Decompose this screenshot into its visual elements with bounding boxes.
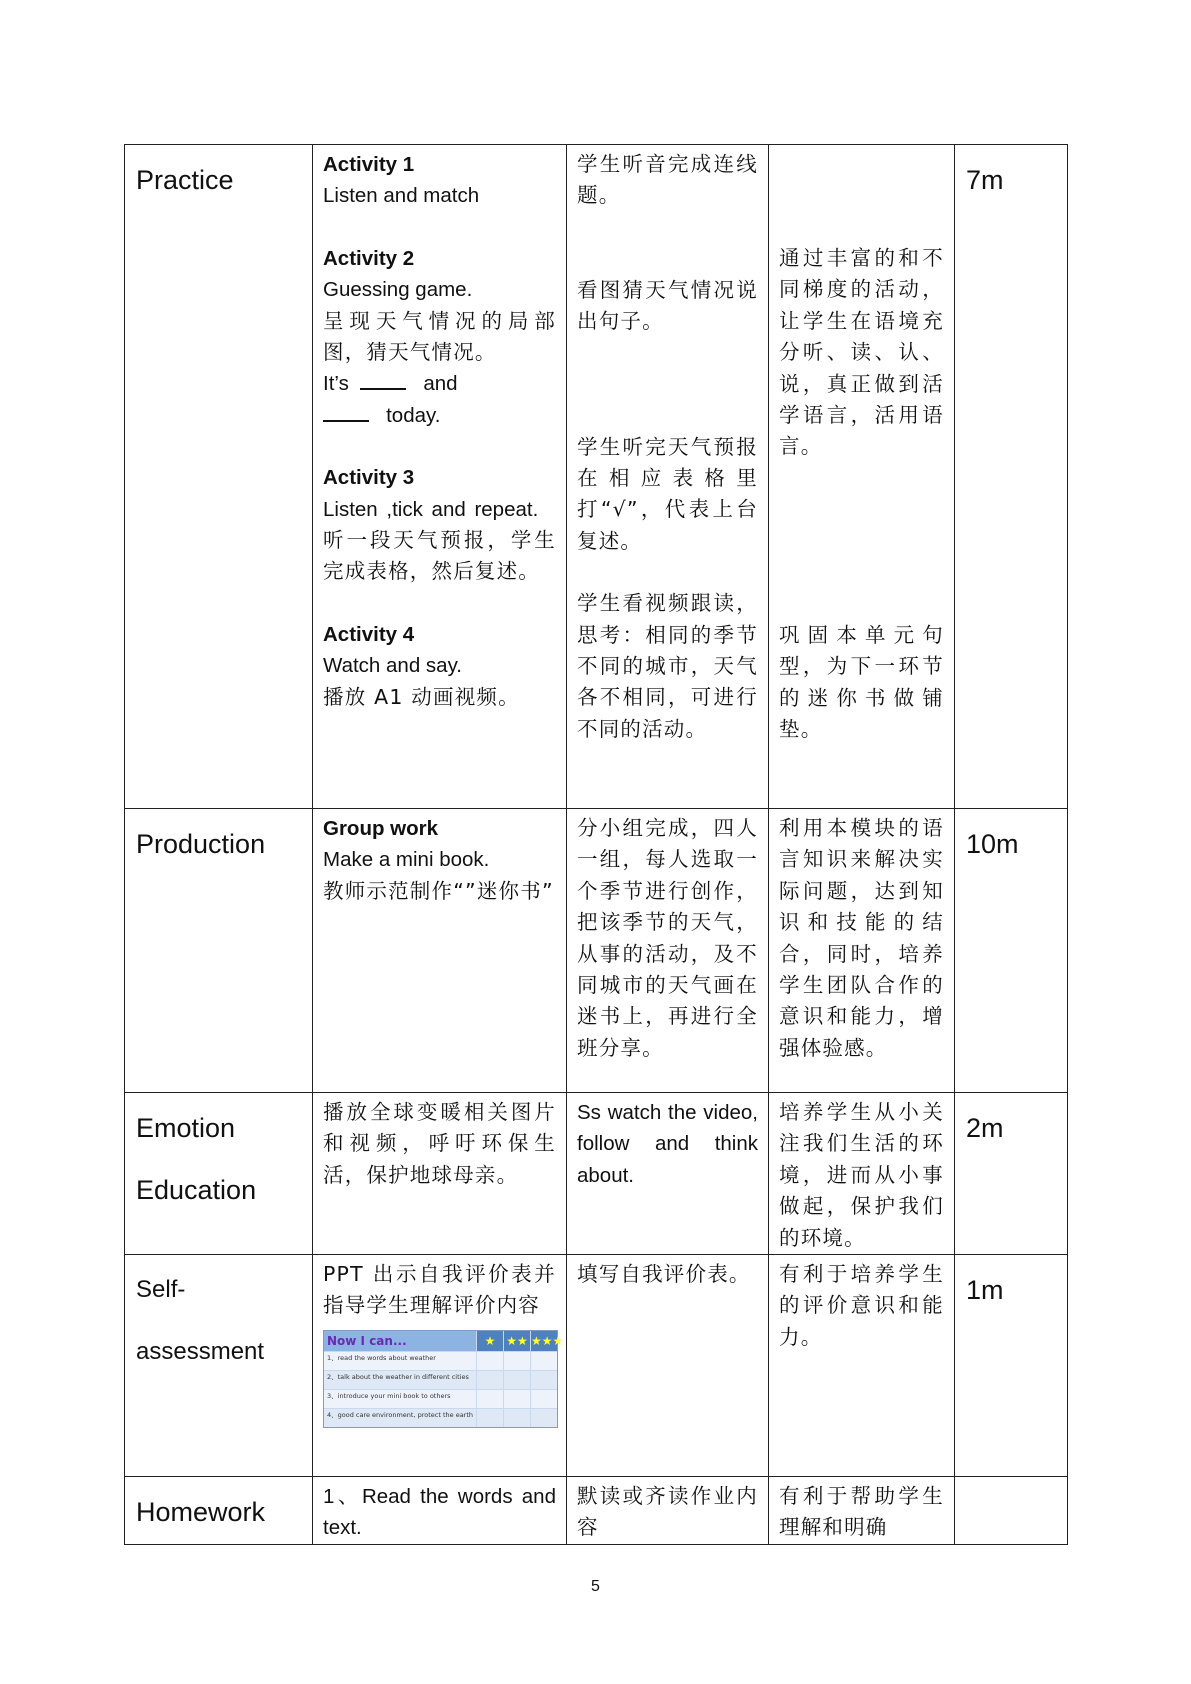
sentence-part: It’s [323, 372, 349, 396]
student-activity-text: 学生看视频跟读，思考：相同的季节不同的城市，天气各不相同，可进行不同的活动。 [577, 591, 758, 741]
time-label: 2m [966, 1113, 1004, 1143]
purpose-cell [769, 1255, 955, 1477]
student-activity-cell [567, 1093, 769, 1255]
activity-note: 教师示范制作“”迷你书” [323, 878, 554, 903]
eval-item-text: 3、introduce your mini book to others [327, 1391, 451, 1400]
teacher-activity-cell [313, 809, 567, 1093]
student-activity-text: 学生听音完成连线题。 [577, 152, 758, 208]
emotion-education-row [125, 1093, 1068, 1255]
star-icon: ★ [476, 1331, 503, 1351]
student-activity-cell [567, 1255, 769, 1477]
star-icon: ★★★ [530, 1331, 557, 1351]
activity-title: Activity 3 [323, 466, 415, 490]
eval-item [324, 1389, 557, 1408]
activity-note: 播放 A1 动画视频。 [323, 684, 520, 709]
activity-title: Activity 4 [323, 622, 415, 646]
sentence-part: and [423, 372, 458, 396]
activity-description: Listen and match [323, 184, 480, 208]
production-row [125, 809, 1068, 1093]
activity-title: Activity 1 [323, 153, 415, 176]
student-activity-text: 默读或齐读作业内容 [577, 1484, 758, 1540]
blank-line [360, 370, 406, 390]
purpose-text: 利用本模块的语言知识来解决实际问题，达到知识和技能的结合，同时，培养学生团队合作的意识和能力，增强体验感。 [779, 816, 944, 1060]
activity-description: Listen ,tick and repeat. [323, 497, 539, 521]
teacher-activity-text: PPT 出示自我评价表并指导学生理解评价内容 [323, 1262, 556, 1318]
star-icon: ★★ [503, 1331, 530, 1351]
time-label: 10m [966, 829, 1019, 859]
self-evaluation-table-image [323, 1330, 564, 1428]
student-activity-text: Ss watch the video, follow and think about. [577, 1101, 758, 1187]
stage-label: Education [136, 1175, 257, 1205]
time-cell [955, 145, 1068, 809]
blank-line [323, 402, 369, 422]
student-activity-text: 学生听完天气预报在相应表格里打“√”，代表上台复述。 [577, 434, 758, 553]
time-cell [955, 1477, 1068, 1545]
stage-label: Practice [136, 165, 234, 195]
activity-description: Watch and say. [323, 654, 463, 678]
time-cell [955, 1255, 1068, 1477]
purpose-text: 有利于帮助学生理解和明确 [779, 1484, 944, 1540]
activity-title: Group work [323, 817, 439, 840]
homework-row [125, 1477, 1068, 1545]
purpose-cell [769, 1477, 955, 1545]
teacher-activity-cell [313, 145, 567, 809]
practice-row [125, 145, 1068, 809]
activity-note: 听一段天气预报，学生完成表格，然后复述。 [323, 528, 556, 584]
stage-cell [125, 145, 313, 809]
time-cell [955, 809, 1068, 1093]
purpose-text: 巩固本单元句型，为下一环节的迷你书做铺垫。 [779, 622, 944, 742]
student-activity-cell [567, 145, 769, 809]
eval-item-text: 1、read the words about weather [327, 1353, 436, 1362]
activity-note: 呈现天气情况的局部图，猜天气情况。 [323, 308, 556, 365]
stage-cell [125, 809, 313, 1093]
time-cell [955, 1093, 1068, 1255]
stage-label: Self- [136, 1276, 186, 1304]
eval-item-text: 4、good care environment, protect the earth [327, 1410, 474, 1419]
student-activity-text: 填写自我评价表。 [577, 1262, 751, 1287]
purpose-cell [769, 809, 955, 1093]
stage-cell [125, 1255, 313, 1477]
eval-title: Now I can... [324, 1331, 476, 1351]
stage-label: Production [136, 829, 266, 859]
student-activity-cell [567, 809, 769, 1093]
page-number: 5 [591, 1578, 600, 1595]
teacher-activity-cell [313, 1477, 567, 1545]
student-activity-text: 分小组完成，四人一组，每人选取一个季节进行创作，把该季节的天气，从事的活动，及不同城市的天气画在迷书上，再进行全班分享。 [577, 816, 758, 1060]
activity-description: Make a mini book. [323, 848, 490, 872]
purpose-cell [769, 1093, 955, 1255]
sentence-part: today. [386, 403, 441, 427]
time-label: 1m [966, 1275, 1004, 1306]
purpose-cell [769, 145, 955, 809]
eval-header [324, 1331, 564, 1351]
teacher-activity-cell [313, 1255, 567, 1477]
stage-label: Emotion [136, 1113, 236, 1143]
eval-item [324, 1370, 557, 1389]
fill-in-sentence [323, 368, 556, 399]
stage-label: Homework [136, 1497, 266, 1528]
teacher-activity-text: 播放全球变暖相关图片和视频，呼吁环保生活，保护地球母亲。 [323, 1100, 556, 1187]
lesson-plan-table [124, 144, 1068, 1545]
teacher-activity-cell [313, 1093, 567, 1255]
fill-in-sentence-cont [323, 400, 556, 431]
activity-description: Guessing game. [323, 278, 473, 302]
activity-title: Activity 2 [323, 246, 415, 270]
stage-cell [125, 1093, 313, 1255]
self-assessment-row [125, 1255, 1068, 1477]
time-label: 7m [966, 165, 1004, 195]
eval-item-text: 2、talk about the weather in different cities [327, 1372, 469, 1381]
eval-item [324, 1351, 557, 1370]
eval-item [324, 1408, 557, 1427]
purpose-text: 培养学生从小关注我们生活的环境，进而从小事做起，保护我们的环境。 [779, 1100, 944, 1250]
student-activity-cell [567, 1477, 769, 1545]
stage-cell [125, 1477, 313, 1545]
purpose-text: 有利于培养学生的评价意识和能力。 [779, 1262, 944, 1349]
teacher-activity-text: 1、Read the words and text. [323, 1485, 556, 1540]
stage-label: assessment [136, 1338, 265, 1366]
student-activity-text: 看图猜天气情况说出句子。 [577, 277, 758, 334]
purpose-text: 通过丰富的和不同梯度的活动，让学生在语境充分听、读、认、说，真正做到活学语言，活用语言。 [779, 246, 944, 459]
